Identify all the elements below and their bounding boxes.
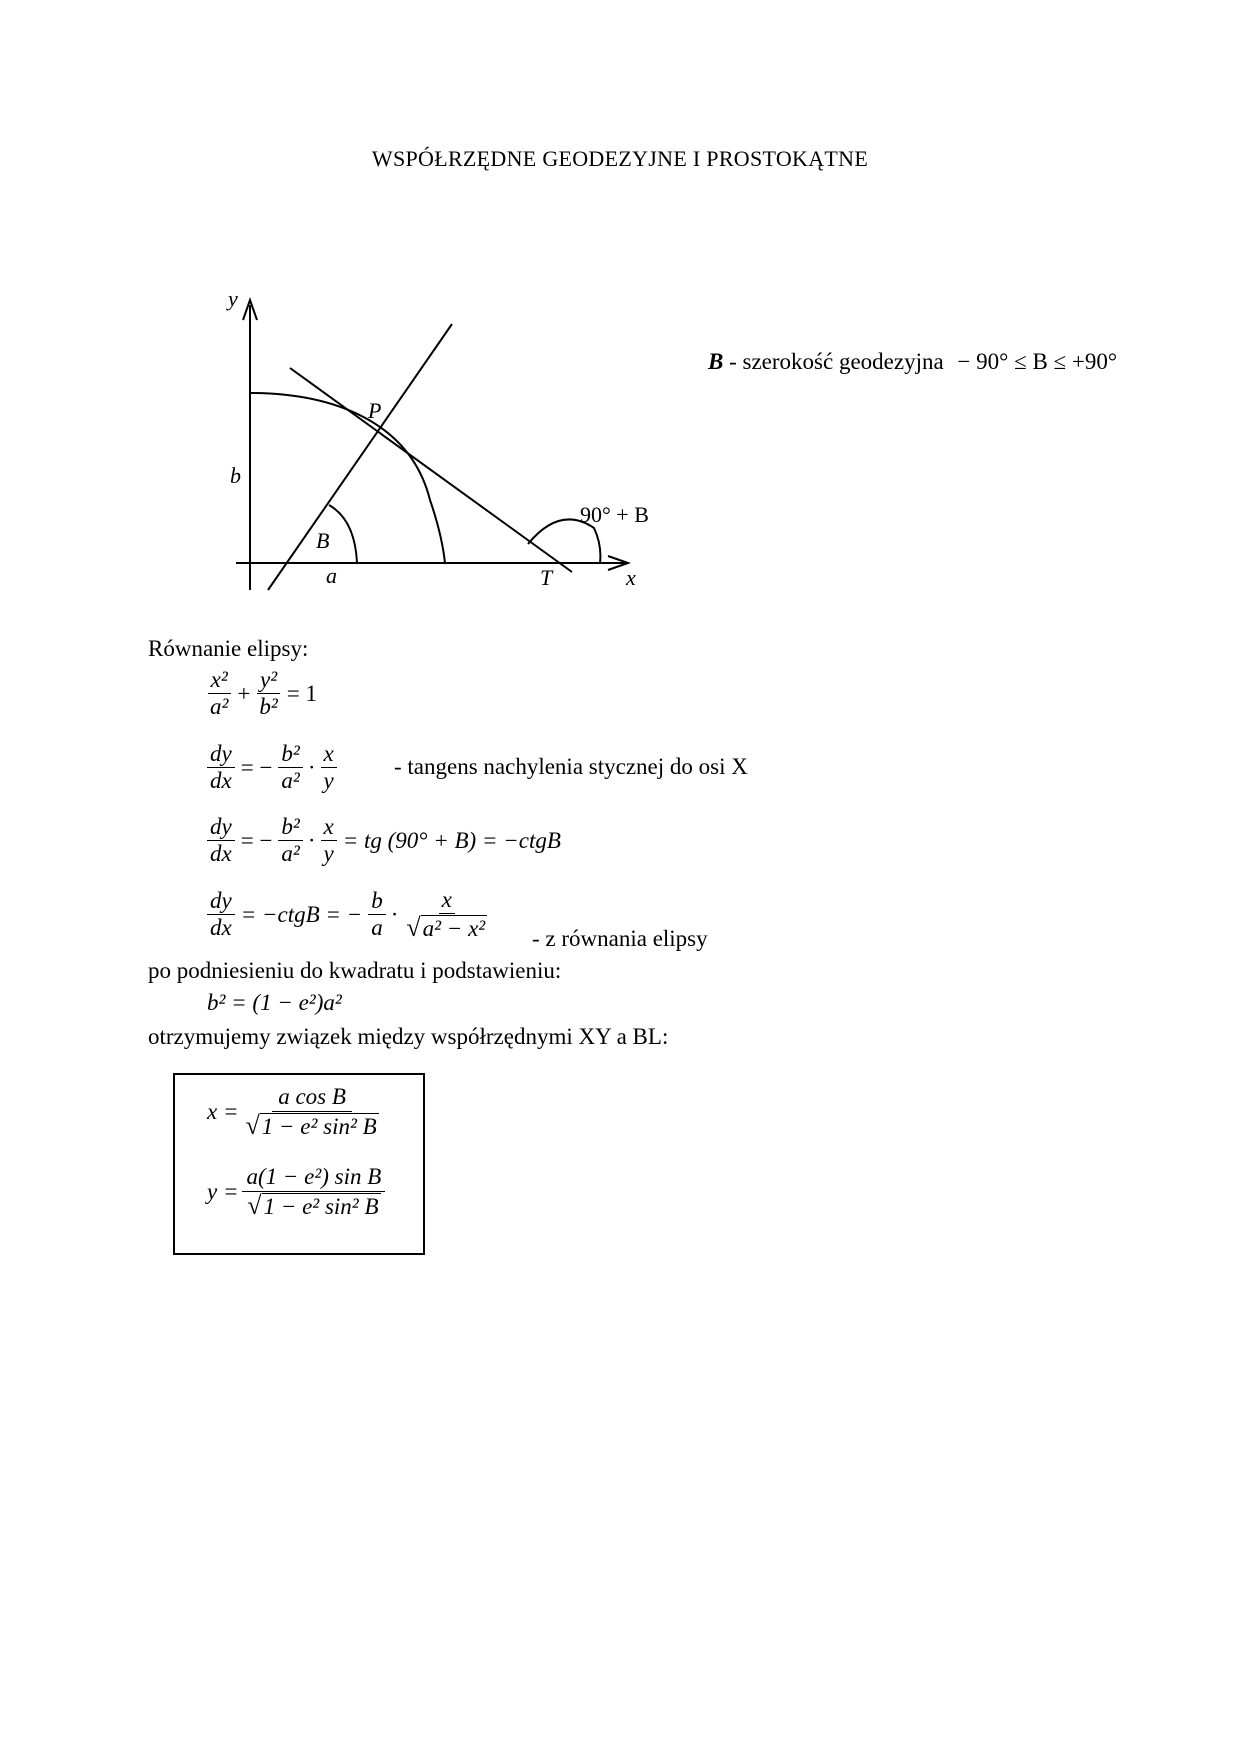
derivative-comment: - tangens nachylenia stycznej do osi X (394, 754, 748, 779)
ellipse-arc (250, 393, 445, 563)
angle-arc-b (329, 505, 357, 563)
sqrt: √ 1 − e² sin² B (245, 1111, 377, 1141)
elipse-comment: - z równania elipsy (532, 926, 708, 951)
diagram-label-x: x (626, 565, 636, 590)
diagram-label-angle: 90° + B (580, 502, 649, 527)
ellipse-equation: $\frac{\text{x²}}{\text{a²}}$ + $\frac{\text{y²}}{\text{b²}}$ = 1 (205, 668, 317, 719)
eccentricity-equation: b² = (1 − e²)a² (207, 990, 342, 1015)
y-formula: y = a(1 − e²) sin B √ 1 − e² sin² B (207, 1165, 387, 1220)
diagram-label-T: T (540, 565, 553, 590)
substitution-line: po podniesieniu do kwadratu i podstawieniu: (148, 958, 562, 983)
diagram-label-b: b (230, 463, 241, 488)
ellipse-diagram (200, 280, 660, 600)
definition-range: − 90° ≤ B ≤ +90° (957, 349, 1118, 374)
derivative-equation: $\frac{dy}{dx}$ = − $\frac{\text{b²}}{\text{a²}}$ · $\frac{x}{y}$ (205, 742, 339, 793)
ellipse-heading: Równanie elipsy: (148, 636, 309, 661)
page-title: WSPÓŁRZĘDNE GEODEZYJNE I PROSTOKĄTNE (371, 146, 869, 171)
x-formula: x = a cos B √ 1 − e² sin² B (207, 1084, 377, 1141)
tangent-equation: $\frac{dy}{dx}$ = − $\frac{\text{b²}}{\text{a²}}$ · $\frac{x}{y}$ = tg (90° + B) = −ctgB (205, 815, 561, 866)
diagram-label-a: a (326, 563, 337, 588)
definition-text: - szerokość geodezyjna (729, 349, 944, 374)
latitude-definition (708, 349, 1117, 375)
diagram-label-B: B (316, 528, 330, 553)
diagram-label-y: y (228, 286, 238, 311)
result-box (173, 1073, 425, 1255)
definition-symbol: B (708, 349, 724, 374)
sqrt: √ 1 − e² sin² B (247, 1191, 379, 1221)
sqrt: √ a² − x² (406, 913, 486, 943)
normal-line (268, 324, 452, 590)
result-line: otrzymujemy związek między współrzędnymi XY a BL: (148, 1024, 669, 1049)
fraction: $\frac{\text{x²}}{\text{a²}}$ (207, 668, 231, 719)
cotangent-equation: $\frac{dy}{dx}$ = −ctgB = − $\frac{b}{a}$ · x √ a² − x² (205, 888, 492, 942)
diagram-label-P: P (368, 398, 382, 423)
fraction: $\frac{\text{y²}}{\text{b²}}$ (256, 668, 280, 719)
